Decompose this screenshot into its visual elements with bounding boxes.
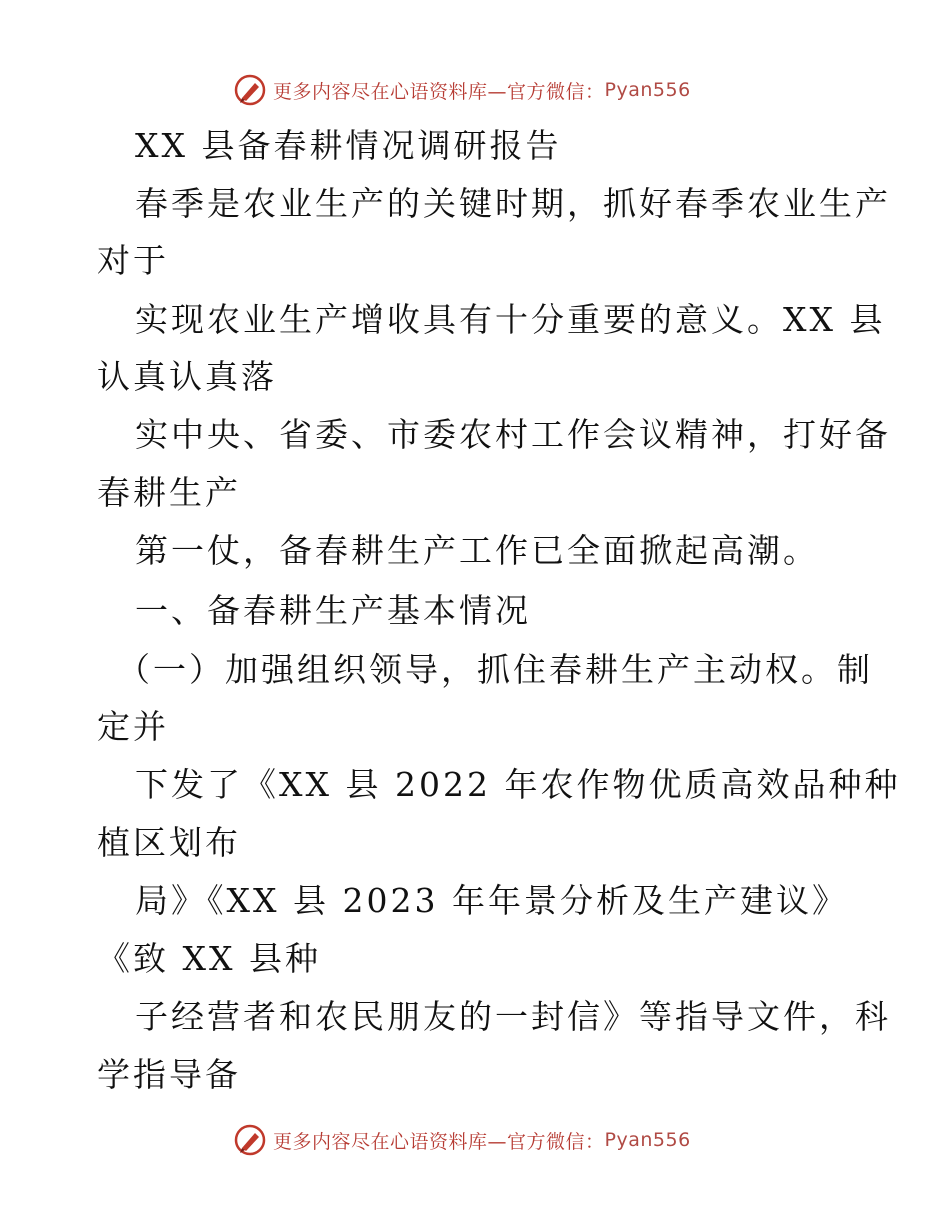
text-line: 学指导备	[97, 1055, 241, 1094]
text-line: 对于	[97, 241, 169, 280]
text-line: 下发了《XX 县 2022 年农作物优质高效品种种	[135, 765, 901, 804]
text-line: 子经营者和农民朋友的一封信》等指导文件，科	[135, 997, 891, 1036]
text-line: 植区划布	[97, 823, 241, 862]
watermark-footer	[233, 1120, 753, 1160]
text-line: 定并	[97, 707, 169, 746]
text-line: 实现农业生产增收具有十分重要的意义。XX 县	[135, 300, 886, 339]
text-line: 实中央、省委、市委农村工作会议精神，打好备	[135, 415, 891, 454]
watermark-wechat-id: Pyan556	[604, 1129, 691, 1151]
watermark-wechat-id: Pyan556	[604, 79, 691, 101]
watermark-header	[233, 70, 753, 110]
text-line: 认真认真落	[97, 357, 277, 396]
pen-logo-icon	[233, 1123, 267, 1157]
document-title: XX 县备春耕情况调研报告	[135, 126, 562, 165]
text-line: 第一仗，备春耕生产工作已全面掀起高潮。	[135, 531, 819, 570]
text-line: 《致 XX 县种	[97, 939, 321, 978]
text-line: 春耕生产	[97, 473, 241, 512]
watermark-text: 更多内容尽在心语资料库—官方微信：	[273, 1130, 605, 1153]
section-heading: 一、备春耕生产基本情况	[135, 591, 531, 630]
watermark-text: 更多内容尽在心语资料库—官方微信：	[273, 80, 605, 103]
subsection-heading: （一）加强组织领导，抓住春耕生产主动权。制	[117, 650, 873, 689]
pen-logo-icon	[233, 73, 267, 107]
text-line: 春季是农业生产的关键时期，抓好春季农业生产	[135, 184, 891, 223]
text-line: 局》《XX 县 2023 年年景分析及生产建议》	[135, 881, 848, 920]
